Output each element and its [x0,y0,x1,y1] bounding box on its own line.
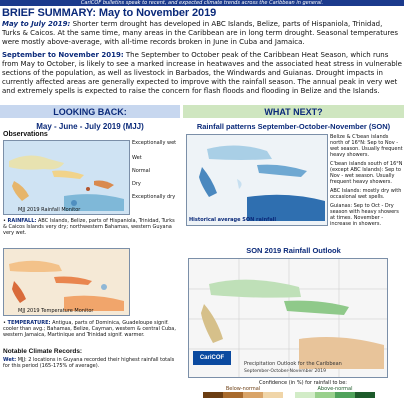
temperature-map-graphic [4,249,130,316]
rainfall-map-caption: MJJ 2019 Rainfall Monitor [18,207,81,213]
son-note-3: ABC Islands: mostly dry with occasional wet spells. [330,188,402,200]
summary-lead-2: September to November 2019: [2,51,124,59]
records-bullet [3,357,179,369]
legend-exceptionally-dry: Exceptionally dry [132,194,176,200]
rainfall-bullet-text: ABC Islands, Belize, parts of Hispaniola, Trinidad, Turks & Caicos Islands very dry; northwestern Bahamas, western Guyana very wet. [3,218,175,236]
looking-back-header: LOOKING BACK: [0,105,180,118]
what-next-header: WHAT NEXT? [183,105,404,118]
son-rainfall-map [186,134,328,226]
son-note-2: C'bean islands south of 16°N (except ABC Islands): Sep to Nov - wet season. Usually frequent heavy showers. [330,161,403,185]
above-normal-scale [295,392,375,398]
records-title: Notable Climate Records: [3,348,83,355]
page-title: BRIEF SUMMARY: May to November 2019 [2,7,217,19]
below-normal-scale [203,392,283,398]
son-title: Rainfall patterns September-October-November (SON) [196,122,391,131]
below-swatch-70 [203,392,223,398]
legend-dry: Dry [132,181,141,187]
summary-lead-1: May to July 2019: [2,20,71,28]
outlook-map-sub: September-October-November 2019 [244,369,326,374]
summary-paragraph-2 [2,51,402,96]
above-swatch-50 [315,392,335,398]
outlook-map-caption: Precipitation Outlook for the Caribbean [244,361,342,367]
temperature-bullet: • TEMPERATURE: Antigua, parts of Dominica, Guadeloupe signif. cooler than avg.; Bahamas, Belize, Cayman, western & central Cuba, western Jamaica, Martinique and Trinidad signif. warmer. [3,320,176,338]
confidence-label: Confidence (in %) for rainfall to be: [259,380,347,386]
below-normal-label: Below-normal [225,386,261,392]
top-banner: CariCOF bulletins speak to recent, and expected climate trends across the Caribbean in general. [0,0,404,6]
temperature-monitor-map [3,248,130,316]
son-outlook-map [188,258,388,378]
rainfall-bullet: • RAINFALL: ABC Islands, Belize, parts of Hispaniola, Trinidad, Turks & Caicos Islands very dry; northwestern Bahamas, western Guyana very wet. [3,218,175,236]
legend-wet: Wet [132,155,142,161]
above-swatch-40 [295,392,315,398]
temperature-bullet-text: Antigua, parts of Dominica, Guadeloupe signif. cooler than avg.; Bahamas, Belize, Cayman, western & central Cuba, western Jamaica, Martinique and Trinidad signif. warmer. [3,320,176,338]
summary-paragraph-1 [2,20,402,47]
son-map-caption: Historical average SON rainfall [189,217,277,223]
temperature-bullet-lead: TEMPERATURE: [7,320,51,326]
records-lead: Wet: [3,357,17,363]
below-swatch-50 [243,392,263,398]
below-swatch-40 [263,392,283,398]
rainfall-map-graphic [4,141,130,215]
temperature-map-caption: MJJ 2019 Temperature Monitor [18,308,94,314]
above-normal-label: Above-normal [317,386,353,392]
legend-normal: Normal [132,168,151,174]
looking-back-column [0,118,180,400]
summary-text-2: The September to October peak of the Caribbean Heat Season, which runs from May to October, is likely to see a marked increase in heatwaves and the associated heat stress in vulnerable sections of the population, as well as livestock in Barbados, the Windwards and Guianas. Drought impacts in currently affected areas are generally expected to improve with the rainfall season. The annual peak in very wet and extremely spells is expected to raise the concern for flash floods and flooding in Belize and the Islands. [2,51,402,95]
below-swatch-60 [223,392,243,398]
records-text: MJJ: 2 locations in Guyana recorded their highest rainfall totals for this period (165-175% of average). [3,357,175,369]
son-note-4: Guianas: Sep to Oct - Dry season with heavy showers at times. November - increase in showers. [330,203,399,227]
son-map-graphic [187,135,328,226]
son-note-1: Belize & C'bean islands north of 16°N: Sep to Nov - wet season. Usually frequent heavy showers. [330,134,403,158]
what-next-column [183,118,404,400]
son-notes [330,134,403,227]
summary-text-1: Shorter term drought has developed in ABC Islands, Belize, parts of Hispaniola, Trinidad, Turks & Caicos. At the same time, many areas in the Caribbean are in long term drought. Seasonal temperatures were mostly above-average, with all-time records broken in June in Cuba and Jamaica. [2,20,399,46]
rainfall-bullet-lead: RAINFALL: [7,218,37,224]
rainfall-legend [132,140,178,200]
observations-label: Observations [3,131,48,138]
caricof-logo: CariCOF [193,351,231,365]
outlook-title: SON 2019 Rainfall Outlook [246,246,341,255]
above-swatch-70 [355,392,375,398]
looking-back-subtitle: May - June - July 2019 (MJJ) [36,122,144,131]
legend-exceptionally-wet: Exceptionally wet [132,140,177,146]
rainfall-monitor-map [3,140,130,215]
above-swatch-60 [335,392,355,398]
